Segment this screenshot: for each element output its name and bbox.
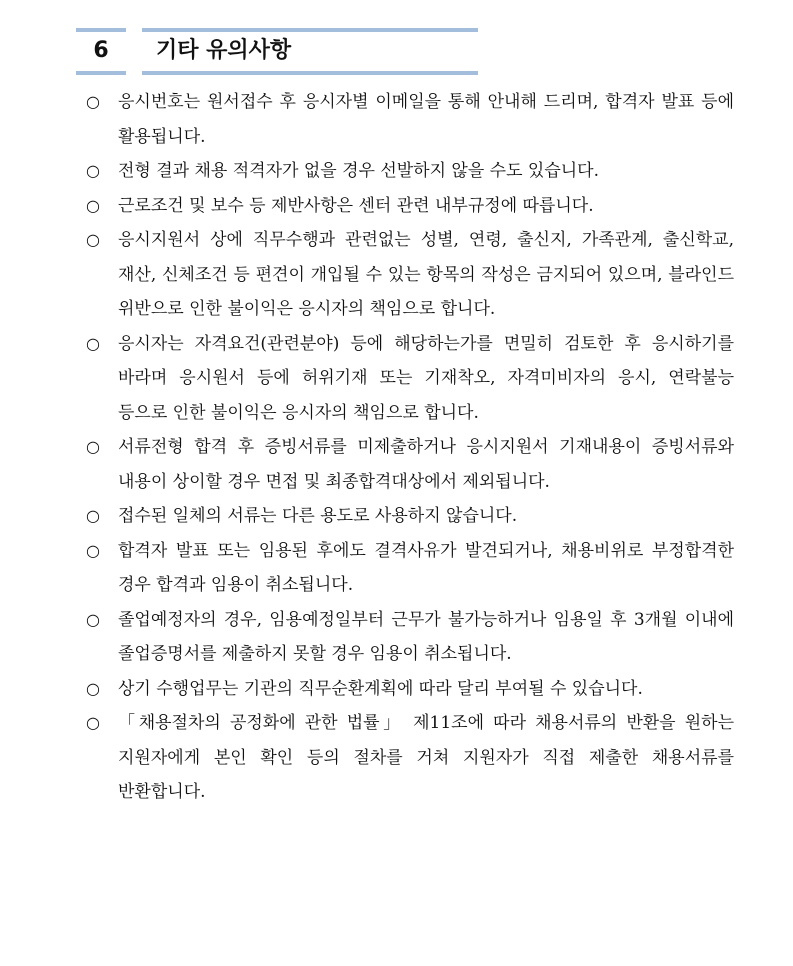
bullet-circle-icon: ○ [86,540,100,560]
notice-item [84,85,734,154]
bullet-circle-icon: ○ [86,195,100,215]
section-number-bottom-rule [76,71,126,75]
section-number-top-rule [76,28,126,32]
notice-text: 근로조건 및 보수 등 제반사항은 센터 관련 내부규정에 따릅니다. [118,195,594,216]
notice-text: 응시번호는 원서접수 후 응시자별 이메일을 통해 안내해 드리며, 합격자 발표 등에 활용됩니다. [118,92,734,147]
notice-item [84,189,734,224]
bullet-circle-icon: ○ [86,230,100,249]
bullet-circle-icon: ○ [86,161,100,180]
notice-item [84,327,734,431]
bullet-circle-icon: ○ [86,506,100,525]
bullet-circle-icon: ○ [86,713,100,732]
notice-text: 전형 결과 채용 적격자가 없을 경우 선발하지 않을 수도 있습니다. [118,161,600,181]
notice-list [84,85,734,810]
notice-text: 응시자는 자격요건(관련분야) 등에 해당하는가를 면밀히 검토한 후 응시하기를 바라며 응시원서 등에 허위기재 또는 기재착오, 자격미비자의 응시, 연락불능 등으로 인한 불이익은 응시자의 책임으로 합니다. [118,333,734,423]
notice-item [84,534,734,603]
section-number: 6 [93,38,109,63]
notice-item [84,223,734,327]
notice-text: 합격자 발표 또는 임용된 후에도 결격사유가 발견되거나, 채용비위로 부정합격한 경우 합격과 임용이 취소됩니다. [118,540,734,595]
notice-item [84,499,734,534]
bullet-circle-icon: ○ [86,609,100,629]
notice-item [84,154,734,189]
bullet-circle-icon: ○ [86,92,100,111]
notice-item [84,603,734,672]
notice-text: 상기 수행업무는 기관의 직무순환계획에 따라 달리 부여될 수 있습니다. [118,678,643,699]
section-title: 기타 유의사항 [156,38,292,63]
bullet-circle-icon: ○ [86,333,100,353]
notice-text: 접수된 일체의 서류는 다른 용도로 사용하지 않습니다. [118,506,518,526]
notice-text: 응시지원서 상에 직무수행과 관련없는 성별, 연령, 출신지, 가족관계, 출신학교, 재산, 신체조건 등 편견이 개입될 수 있는 항목의 작성은 금지되어 있으며, 블라인드 위반으로 인한 불이익은 응시자의 책임으로 합니다. [118,230,734,319]
notice-text: 「채용절차의 공정화에 관한 법률」 제11조에 따라 채용서류의 반환을 원하는 지원자에게 본인 확인 등의 절차를 거쳐 지원자가 직접 제출한 채용서류를 반환합니다. [118,713,734,802]
notice-item [84,672,734,707]
section-title-bottom-rule [142,71,478,75]
section-title-top-rule [142,28,478,32]
notice-text: 졸업예정자의 경우, 임용예정일부터 근무가 불가능하거나 임용일 후 3개월 이내에 졸업증명서를 제출하지 못할 경우 임용이 취소됩니다. [118,609,734,664]
bullet-circle-icon: ○ [86,678,100,698]
bullet-circle-icon: ○ [86,437,100,456]
section-header [76,28,478,76]
notice-item [84,706,734,810]
notice-text: 서류전형 합격 후 증빙서류를 미제출하거나 응시지원서 기재내용이 증빙서류와 내용이 상이할 경우 면접 및 최종합격대상에서 제외됩니다. [118,437,734,492]
notice-item [84,430,734,499]
